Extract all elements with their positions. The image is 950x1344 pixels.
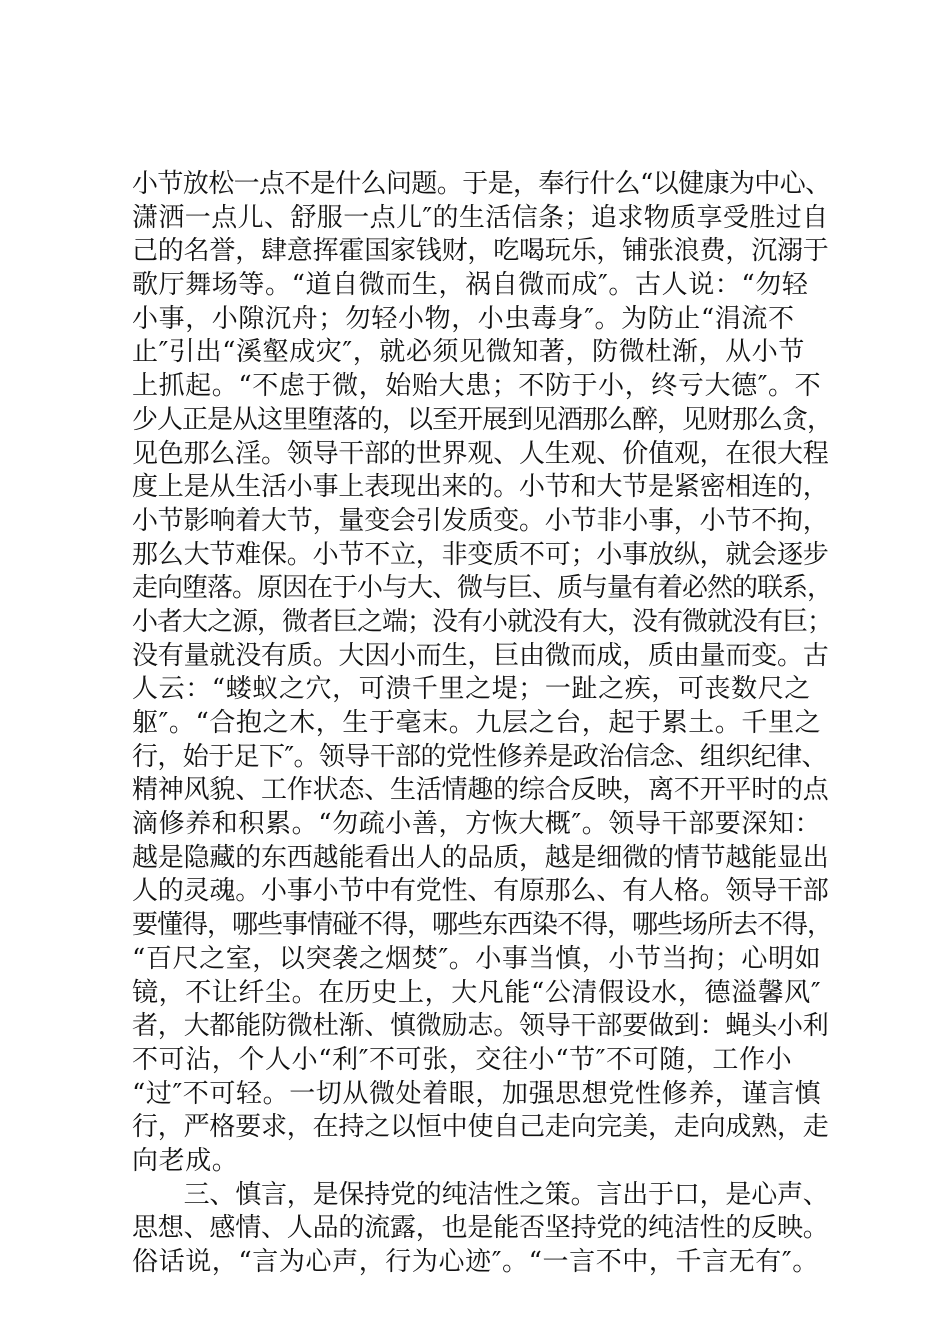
- text-line: “过″不可轻。一切从微处着眼，加强思想党性修养，谨言慎: [132, 1078, 822, 1109]
- text-line: 者，大都能防微杜渐、慎微励志。领导干部要做到：蝇头小利: [132, 1011, 829, 1042]
- text-line: 见色那么淫。领导干部的世界观、人生观、价值观，在很大程: [132, 438, 829, 469]
- text-line: 小者大之源，微者巨之端；没有小就没有大，没有微就没有巨；: [132, 606, 833, 637]
- text-line: 小事，小隙沉舟；勿轻小物，小虫毒身″。为防止“涓流不: [132, 303, 795, 334]
- text-line: 滴修养和积累。“勿疏小善，方恢大概″。领导干部要深知：: [132, 809, 822, 840]
- text-line: 度上是从生活小事上表现出来的。小节和大节是紧密相连的，: [132, 472, 829, 503]
- text-line: “百尺之室，以突袭之烟焚″。小事当慎，小节当拘；心明如: [132, 943, 822, 974]
- text-line: 上抓起。“不虑于微，始贻大患；不防于小，终亏大德″。不: [132, 371, 822, 402]
- text-line: 小节影响着大节，量变会引发质变。小节非小事，小节不拘，: [132, 505, 829, 536]
- text-line: 躯″。“合抱之木，生于毫末。九层之台，起于累土。千里之: [132, 708, 822, 738]
- text-line: 歌厅舞场等。“道自微而生，祸自微而成″。古人说：“勿轻: [132, 270, 809, 301]
- text-line: 三、慎言，是保持党的纯洁性之策。言出于口，是心声、: [132, 1179, 829, 1210]
- text-line: 要懂得，哪些事情碰不得，哪些东西染不得，哪些场所去不得，: [132, 910, 833, 941]
- body-text: [132, 168, 833, 1280]
- text-line: 行，严格要求，在持之以恒中使自己走向完美，走向成熟，走: [132, 1112, 829, 1143]
- text-line: 己的名誉，肆意挥霍国家钱财，吃喝玩乐，铺张浪费，沉溺于: [132, 236, 829, 267]
- text-line: 行，始于足下″。领导干部的党性修养是政治信念、组织纪律、: [132, 741, 827, 772]
- text-line: 思想、感情、人品的流露，也是能否坚持党的纯洁性的反映。: [132, 1213, 829, 1244]
- text-line: 人云：“蝼蚁之穴，可溃千里之堤；一趾之疾，可丧数尺之: [132, 674, 811, 705]
- text-line: 那么大节难保。小节不立，非变质不可；小事放纵，就会逐步: [132, 539, 829, 570]
- text-line: 止″引出“溪壑成灾″，就必须见微知著，防微杜渐，从小节: [132, 337, 805, 368]
- text-line: 走向堕落。原因在于小与大、微与巨、质与量有着必然的联系，: [132, 573, 833, 604]
- text-line: 俗话说，“言为心声，行为心迹″。“一言不中，千言无有″。: [132, 1247, 819, 1277]
- text-line: 镜，不让纤尘。在历史上，大凡能“公清假设水，德溢馨风″: [132, 977, 822, 1008]
- text-line: 向老成。: [132, 1145, 239, 1176]
- text-line: 越是隐藏的东西越能看出人的品质，越是细微的情节越能显出: [132, 842, 829, 873]
- text-line: 少人正是从这里堕落的，以至开展到见酒那么醉，见财那么贪，: [132, 404, 833, 435]
- text-line: 精神风貌、工作状态、生活情趣的综合反映，离不开平时的点: [132, 775, 829, 806]
- text-line: 人的灵魂。小事小节中有党性、有原那么、有人格。领导干部: [132, 876, 829, 907]
- text-line: 小节放松一点不是什么问题。于是，奉行什么“以健康为中心、: [132, 169, 831, 199]
- text-line: 没有量就没有质。大因小而生，巨由微而成，质由量而变。古: [132, 640, 829, 671]
- text-line: 潇洒一点儿、舒服一点儿″的生活信条；追求物质享受胜过自: [132, 202, 829, 233]
- text-line: 不可沾，个人小“利″不可张，交往小“节″不可随，工作小: [132, 1044, 793, 1075]
